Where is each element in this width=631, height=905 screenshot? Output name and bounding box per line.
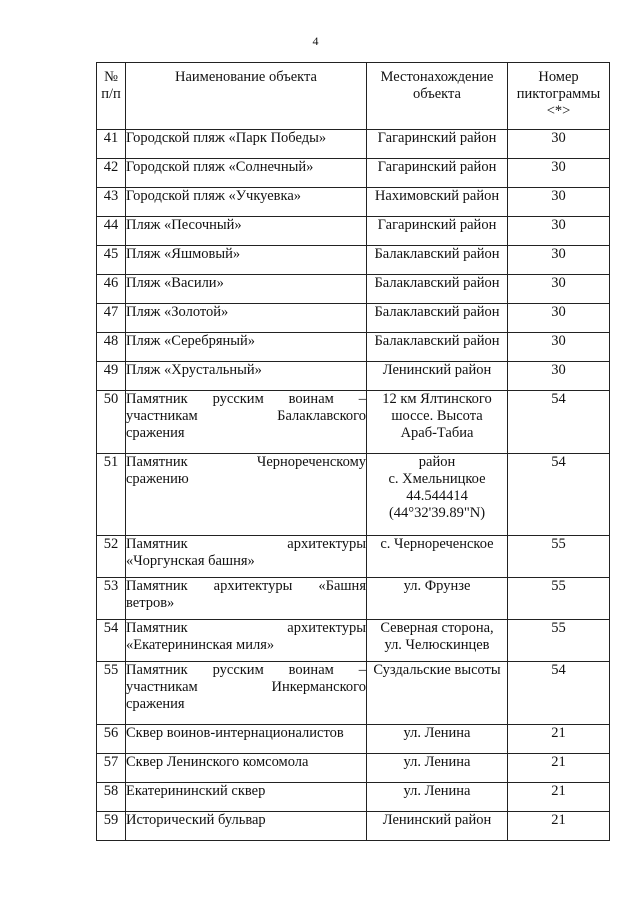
row-num: 44	[97, 217, 126, 246]
row-name-line: Памятник Чернореченскому	[126, 454, 366, 470]
row-location	[367, 783, 508, 812]
table-row	[97, 304, 610, 333]
row-location-line: ул. Фрунзе	[403, 578, 471, 594]
row-location	[367, 362, 508, 391]
table-row	[97, 275, 610, 304]
row-name	[126, 662, 367, 725]
row-name-line: Пляж «Золотой»	[126, 304, 229, 320]
row-num: 45	[97, 246, 126, 275]
row-num: 57	[97, 754, 126, 783]
table-row	[97, 159, 610, 188]
row-name-line: Екатерининский сквер	[126, 783, 266, 799]
row-name-line: «Екатерининская миля»	[126, 637, 275, 653]
row-num: 56	[97, 725, 126, 754]
row-num: 49	[97, 362, 126, 391]
row-location	[367, 754, 508, 783]
row-name	[126, 725, 367, 754]
row-name	[126, 130, 367, 159]
table-row	[97, 362, 610, 391]
table-row	[97, 536, 610, 578]
header-pictogram-line: пиктограммы	[516, 86, 601, 102]
table-row	[97, 188, 610, 217]
row-name-line: Памятник русским воинам –	[126, 391, 366, 407]
row-location	[367, 246, 508, 275]
row-location	[367, 662, 508, 725]
table-row	[97, 130, 610, 159]
row-name-line: Сквер воинов-интернационалистов	[126, 725, 344, 741]
row-pictogram: 30	[508, 130, 610, 159]
header-pictogram-line: Номер	[538, 69, 579, 85]
row-location-line: Северная сторона,	[380, 620, 494, 636]
table-row	[97, 662, 610, 725]
table-row	[97, 391, 610, 454]
row-name-line: Городской пляж «Солнечный»	[126, 159, 314, 175]
row-num: 48	[97, 333, 126, 362]
row-location	[367, 620, 508, 662]
row-pictogram: 55	[508, 578, 610, 620]
row-location	[367, 130, 508, 159]
row-num: 50	[97, 391, 126, 454]
row-num: 51	[97, 454, 126, 536]
row-location-line: Балаклавский район	[374, 304, 500, 320]
row-name-line: участникам Балаклавского	[126, 408, 366, 424]
row-name-line: «Чоргунская башня»	[126, 553, 255, 569]
row-pictogram: 55	[508, 620, 610, 662]
row-pictogram: 21	[508, 754, 610, 783]
row-name	[126, 217, 367, 246]
row-name	[126, 333, 367, 362]
row-location-line: шоссе. Высота	[391, 408, 483, 424]
row-pictogram: 30	[508, 188, 610, 217]
row-location-line: ул. Ленина	[403, 754, 471, 770]
row-pictogram: 30	[508, 362, 610, 391]
row-name-line: Памятник архитектуры «Башня	[126, 578, 366, 594]
header-num	[97, 63, 126, 130]
row-num: 59	[97, 812, 126, 841]
row-location-line: Балаклавский район	[374, 275, 500, 291]
row-name-line: Памятник русским воинам –	[126, 662, 366, 678]
row-name	[126, 304, 367, 333]
table-row	[97, 812, 610, 841]
row-pictogram: 54	[508, 391, 610, 454]
table-row	[97, 333, 610, 362]
row-location	[367, 391, 508, 454]
row-pictogram: 30	[508, 333, 610, 362]
table-row	[97, 754, 610, 783]
row-num: 52	[97, 536, 126, 578]
row-name-line: сражению	[126, 471, 189, 487]
row-name-line: Сквер Ленинского комсомола	[126, 754, 309, 770]
row-name-line: Памятник архитектуры	[126, 620, 366, 636]
row-name-line: Пляж «Песочный»	[126, 217, 242, 233]
row-name	[126, 754, 367, 783]
table-row	[97, 246, 610, 275]
row-name-line: Городской пляж «Парк Победы»	[126, 130, 327, 146]
row-name-line: ветров»	[126, 595, 175, 611]
row-location	[367, 304, 508, 333]
row-name-line: Исторический бульвар	[126, 812, 266, 828]
row-location	[367, 333, 508, 362]
row-name	[126, 620, 367, 662]
row-name	[126, 188, 367, 217]
row-pictogram: 30	[508, 217, 610, 246]
header-pictogram-line: <*>	[546, 103, 571, 119]
row-name	[126, 536, 367, 578]
row-name	[126, 812, 367, 841]
row-location-line: Гагаринский район	[377, 130, 497, 146]
row-pictogram: 21	[508, 783, 610, 812]
row-location-line: ул. Ленина	[403, 725, 471, 741]
header-pictogram	[508, 63, 610, 130]
header-num-line: №	[104, 69, 118, 85]
header-location-line: Местонахождение	[380, 69, 494, 85]
table-row	[97, 725, 610, 754]
row-location	[367, 578, 508, 620]
row-location	[367, 217, 508, 246]
row-location-line: район	[418, 454, 456, 470]
row-location-line: Суздальские высоты	[373, 662, 501, 678]
header-location-line: объекта	[412, 86, 461, 102]
row-location	[367, 188, 508, 217]
row-name	[126, 578, 367, 620]
row-name-line: сражения	[126, 425, 185, 441]
table-row	[97, 783, 610, 812]
row-pictogram: 30	[508, 159, 610, 188]
row-name	[126, 362, 367, 391]
row-name-line: Городской пляж «Учкуевка»	[126, 188, 302, 204]
row-location	[367, 159, 508, 188]
table-row	[97, 620, 610, 662]
row-num: 55	[97, 662, 126, 725]
row-name-line: сражения	[126, 696, 185, 712]
row-num: 42	[97, 159, 126, 188]
row-location	[367, 725, 508, 754]
row-location-line: Нахимовский район	[374, 188, 500, 204]
row-name-line: Памятник архитектуры	[126, 536, 366, 552]
row-location-line: Ленинский район	[382, 362, 492, 378]
row-num: 47	[97, 304, 126, 333]
table-row	[97, 454, 610, 536]
row-name-line: участникам Инкерманского	[126, 679, 366, 695]
row-pictogram: 54	[508, 662, 610, 725]
row-pictogram: 21	[508, 812, 610, 841]
row-name	[126, 246, 367, 275]
row-num: 46	[97, 275, 126, 304]
row-location-line: с. Хмельницкое	[388, 471, 486, 487]
row-name	[126, 783, 367, 812]
row-location-line: Гагаринский район	[377, 159, 497, 175]
row-name-line: Пляж «Яшмовый»	[126, 246, 241, 262]
row-num: 53	[97, 578, 126, 620]
row-location-line: с. Чернореченское	[380, 536, 494, 552]
header-num-line: п/п	[101, 86, 121, 102]
row-name	[126, 275, 367, 304]
header-name: Наименование объекта	[126, 63, 367, 130]
row-pictogram: 21	[508, 725, 610, 754]
row-location	[367, 454, 508, 536]
objects-table	[96, 62, 610, 841]
header-location	[367, 63, 508, 130]
row-location-line: 12 км Ялтинского	[382, 391, 492, 407]
row-name-line: Пляж «Серебряный»	[126, 333, 256, 349]
row-location	[367, 536, 508, 578]
row-pictogram: 30	[508, 275, 610, 304]
page-number: 4	[312, 34, 319, 48]
row-name-line: Пляж «Хрустальный»	[126, 362, 262, 378]
row-pictogram: 30	[508, 246, 610, 275]
row-num: 41	[97, 130, 126, 159]
row-pictogram: 54	[508, 454, 610, 536]
row-name	[126, 391, 367, 454]
row-location-line: Араб-Табиа	[400, 425, 474, 441]
row-pictogram: 30	[508, 304, 610, 333]
row-location-line: Ленинский район	[382, 812, 492, 828]
row-location-line: Гагаринский район	[377, 217, 497, 233]
row-location-line: 44.544414	[406, 488, 468, 504]
row-num: 58	[97, 783, 126, 812]
row-name-line: Пляж «Васили»	[126, 275, 224, 291]
row-location	[367, 275, 508, 304]
table-body	[97, 130, 610, 841]
table-row	[97, 217, 610, 246]
row-pictogram: 55	[508, 536, 610, 578]
row-location	[367, 812, 508, 841]
row-location-line: Балаклавский район	[374, 333, 500, 349]
table-header-row	[97, 63, 610, 130]
row-location-line: ул. Челюскинцев	[384, 637, 490, 653]
row-location-line: (44°32'39.89"N)	[388, 505, 486, 521]
row-name	[126, 454, 367, 536]
row-name	[126, 159, 367, 188]
row-num: 54	[97, 620, 126, 662]
row-location-line: ул. Ленина	[403, 783, 471, 799]
row-location-line: Балаклавский район	[374, 246, 500, 262]
row-num: 43	[97, 188, 126, 217]
table-row	[97, 578, 610, 620]
